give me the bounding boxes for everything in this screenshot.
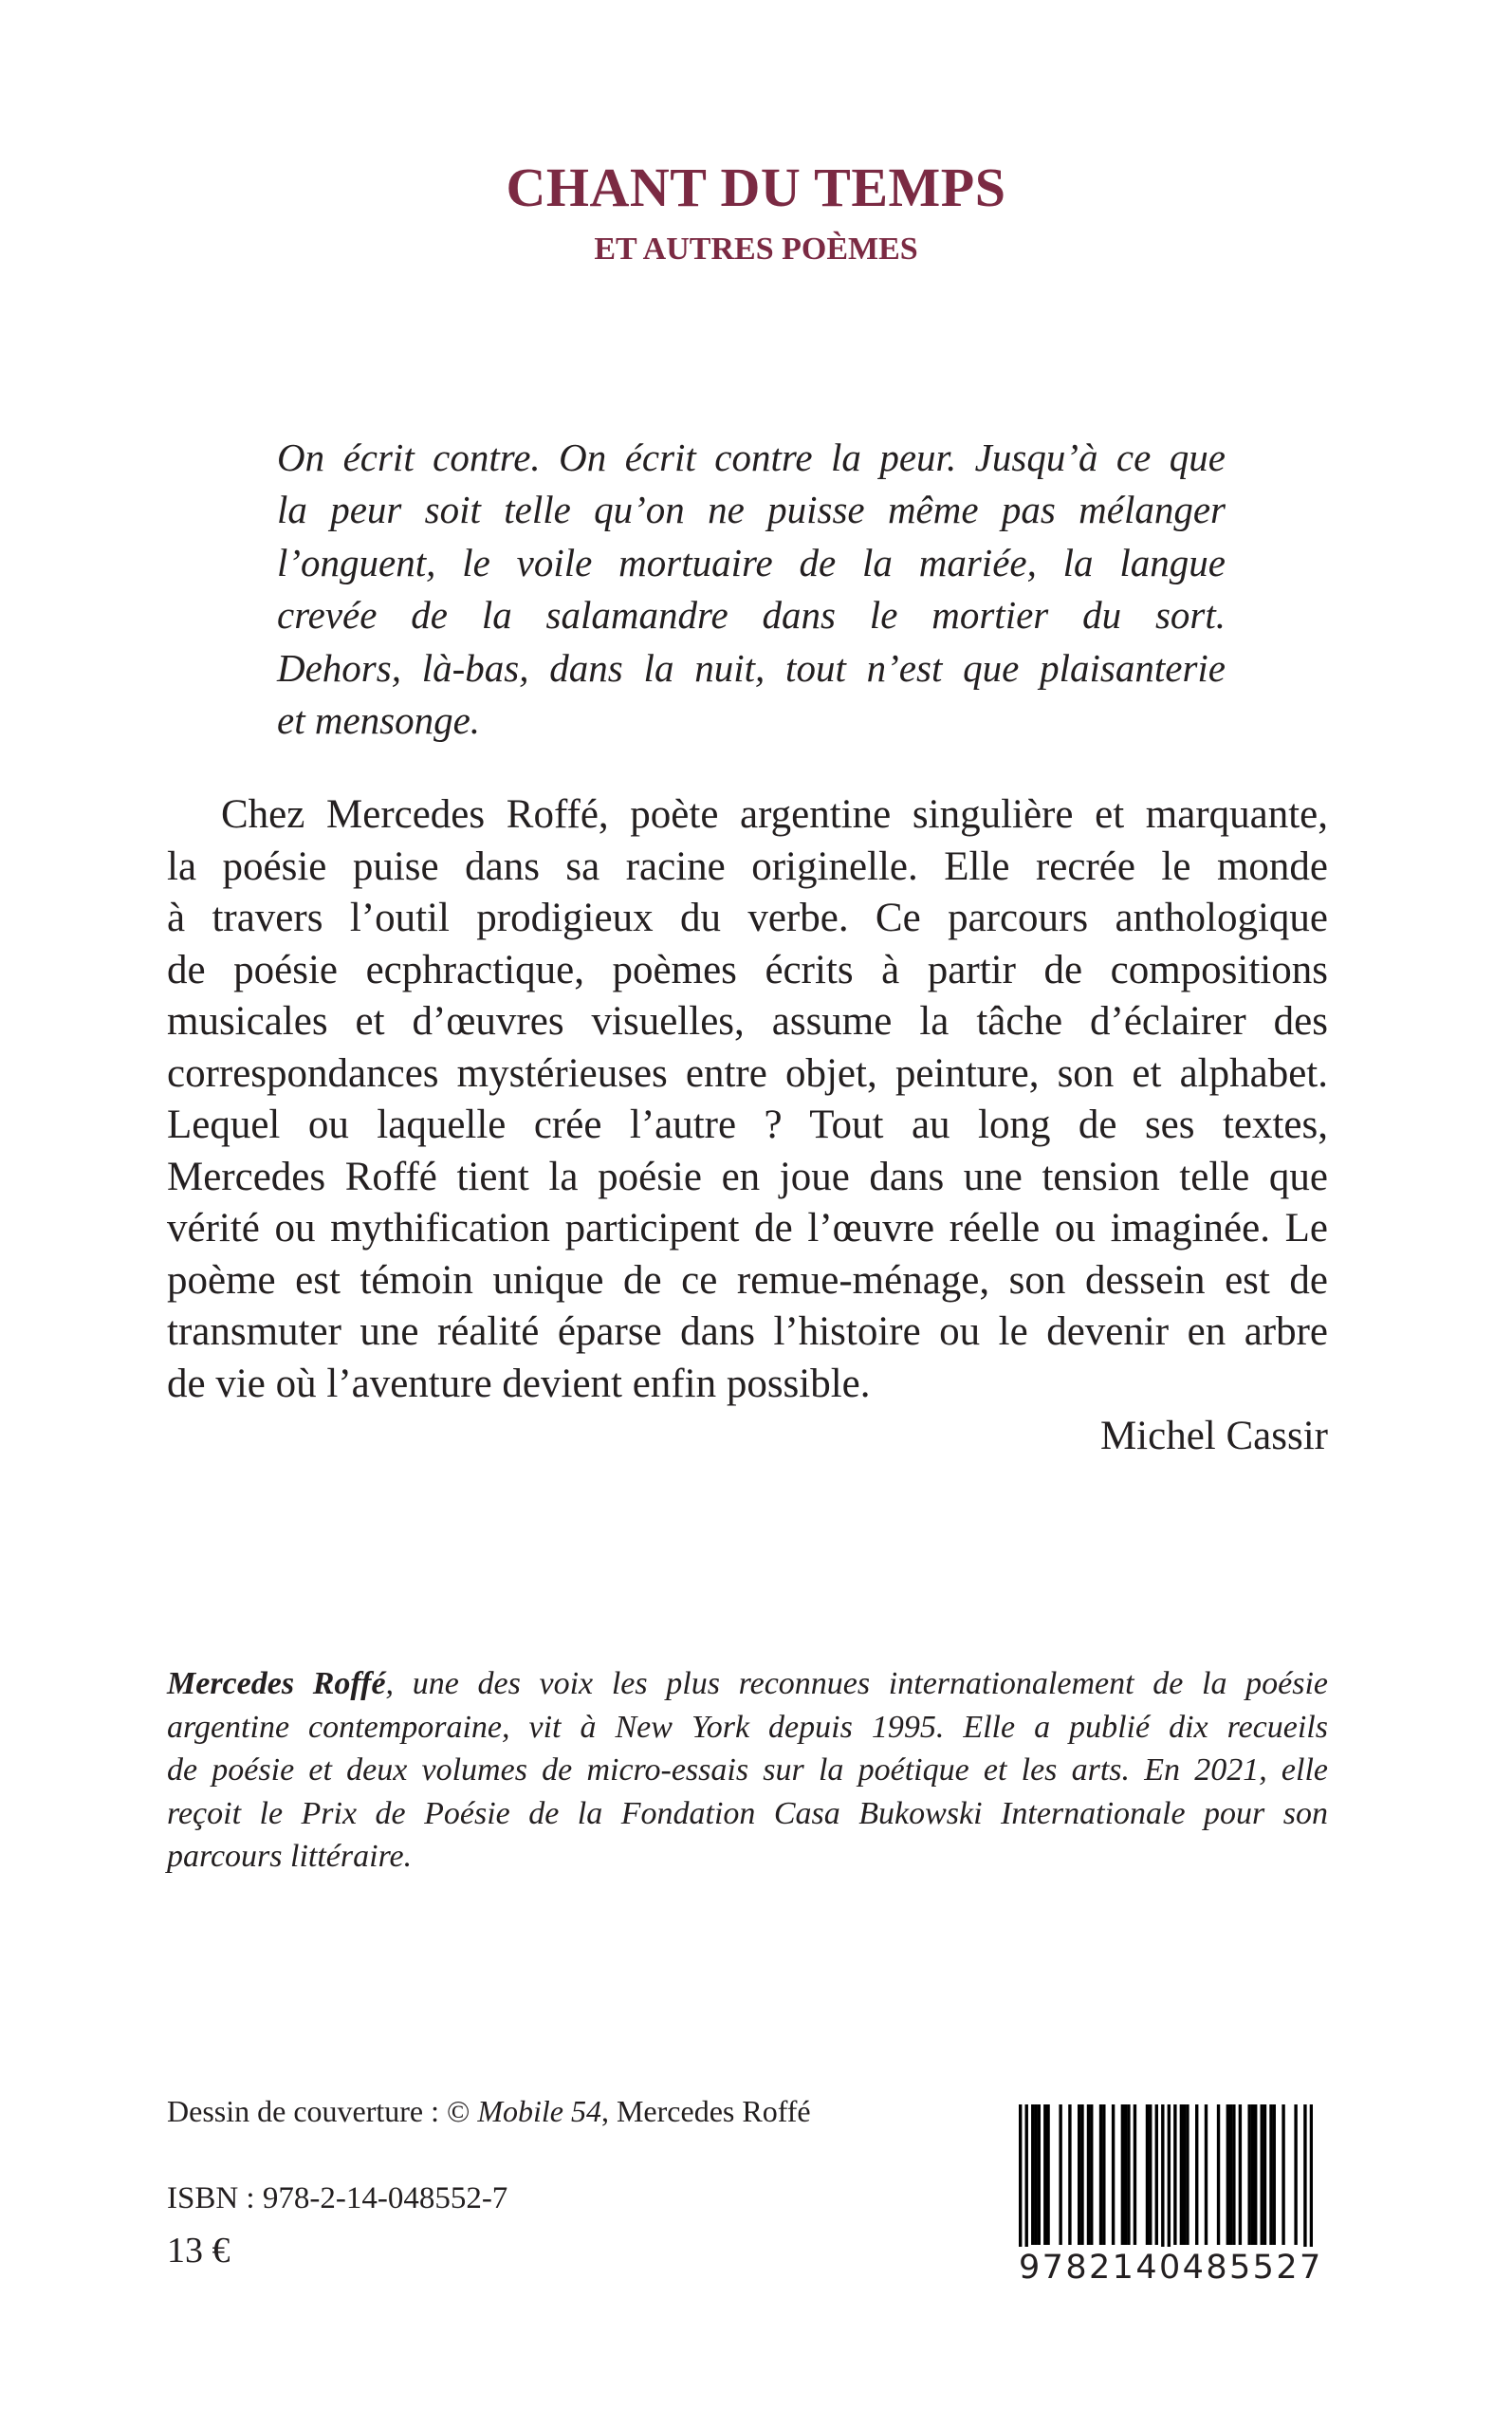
barcode-bar [1239,2104,1242,2245]
barcode-bar [1043,2104,1046,2245]
barcode-bar [1173,2104,1176,2245]
blurb-line: de vie où l’aventure devient enfin possible. [167,1361,871,1406]
quote-line: et mensonge. [277,698,481,743]
bio-line: de poésie et deux volumes de micro-essais sur la poétique et les arts. En 2021, elle [167,1752,1328,1788]
barcode-bar [1146,2104,1149,2245]
barcode-bar [1282,2104,1284,2245]
credit-suffix: , Mercedes Roffé [600,2094,811,2128]
blurb-line: correspondances mystérieuses entre objet, peinture, son et alphabet. [167,1050,1328,1096]
barcode-bar [1031,2104,1034,2245]
barcode-bar [1102,2104,1105,2245]
barcode-bar [1183,2104,1186,2245]
barcode-bar [1251,2104,1254,2245]
barcode-bar [1127,2104,1130,2245]
barcode-bar [1134,2104,1136,2245]
barcode-bar [1180,2104,1183,2245]
blurb-line: Chez Mercedes Roffé, poète argentine singulière et marquante, [221,792,1328,837]
barcode-bar [1078,2104,1080,2245]
barcode-bar [1294,2104,1297,2245]
bio-author-name: Mercedes Roffé [167,1666,386,1701]
blurb-signature: Michel Cassir [1099,1414,1328,1458]
credit-work-title: Mobile 54 [477,2094,601,2128]
barcode-bar [1247,2104,1250,2245]
barcode-bar [1273,2104,1276,2245]
bio-line: argentine contemporaine, vit à New York depuis 1995. Elle a publié dix recueils [167,1709,1328,1745]
barcode-bar [1046,2104,1049,2245]
quote-line: On écrit contre. On écrit contre la peur. Jusqu’à ce que [277,435,1226,479]
blurb-line: transmuter une réalité éparse dans l’histoire ou le devenir en arbre [167,1309,1328,1354]
blurb-line: poème est témoin unique de ce remue-ménage, son dessein est de [167,1257,1328,1303]
barcode-bar [1263,2104,1266,2245]
book-subtitle: ET AUTRES POÈMES [594,232,918,267]
cover-credit [167,2092,811,2130]
barcode-bar [1090,2104,1093,2245]
barcode-bar [1080,2104,1083,2245]
blurb-line: vérité ou mythification participent de l’œuvre réelle ou imaginée. Le [167,1206,1328,1251]
barcode-bar [1038,2104,1041,2245]
barcode-bar [1186,2104,1189,2245]
quote-line: la peur soit telle qu’on ne puisse même pas mélanger [277,488,1226,532]
blurb-line: la poésie puise dans sa racine originelle. Elle recrée le monde [167,843,1328,889]
barcode-bar [1205,2104,1208,2245]
barcode-bar [1261,2104,1263,2245]
barcode-bar [1149,2104,1152,2245]
barcode-bar [1068,2104,1071,2245]
barcode-bar [1112,2104,1115,2245]
book-title: CHANT DU TEMPS [506,157,1006,218]
blurb-paragraph [167,789,1328,1410]
bio-line: reçoit le Prix de Poésie de la Fondation Casa Bukowski Internationale pour son [167,1795,1328,1831]
quote-line: l’onguent, le voile mortuaire de la mariée, la langue [277,540,1226,584]
barcode-bar [1121,2104,1124,2245]
barcode-bar [1099,2104,1102,2245]
blurb-line: de poésie ecphractique, poèmes écrits à partir de compositions [167,947,1328,992]
author-bio [167,1662,1328,1879]
blurb-line: à travers l’outil prodigieux du verbe. Ce parcours anthologique [167,896,1328,940]
barcode-bar [1232,2104,1235,2245]
barcode-bar [1124,2104,1127,2245]
barcode-digits: 9782140485527 [1019,2249,1323,2287]
bio-first-line-rest: , une des voix les plus reconnues internationalement de la poésie [385,1666,1329,1701]
price: 13 € [167,2231,230,2270]
barcode-bar [1155,2104,1158,2245]
quote-line: crevée de la salamandre dans le mortier du sort. [277,593,1226,638]
isbn-number: ISBN : 978-2-14-048552-7 [167,2181,508,2215]
barcode-bar [1226,2104,1229,2245]
barcode-bar [1269,2104,1272,2245]
blurb-line: musicales et d’œuvres visuelles, assume la tâche d’éclairer des [167,999,1328,1044]
quote-line: Dehors, là-bas, dans la nuit, tout n’est que plaisanterie [277,645,1226,690]
blurb-line: Mercedes Roffé tient la poésie en joue dans une tension telle que [167,1154,1328,1199]
barcode-bar [1217,2104,1220,2245]
bio-line: parcours littéraire. [167,1839,413,1874]
barcode-bar [1034,2104,1037,2245]
barcode-bar [1254,2104,1257,2245]
epigraph-quote [277,432,1226,747]
barcode-bar [1195,2104,1198,2245]
barcode-bar [1229,2104,1232,2245]
barcode-bar [1059,2104,1061,2245]
bio-line [167,1662,1328,1706]
barcode-bar [1087,2104,1090,2245]
credit-prefix: Dessin de couverture : © [167,2094,478,2128]
blurb-line: Lequel ou laquelle crée l’autre ? Tout au long de ses textes, [167,1103,1328,1147]
